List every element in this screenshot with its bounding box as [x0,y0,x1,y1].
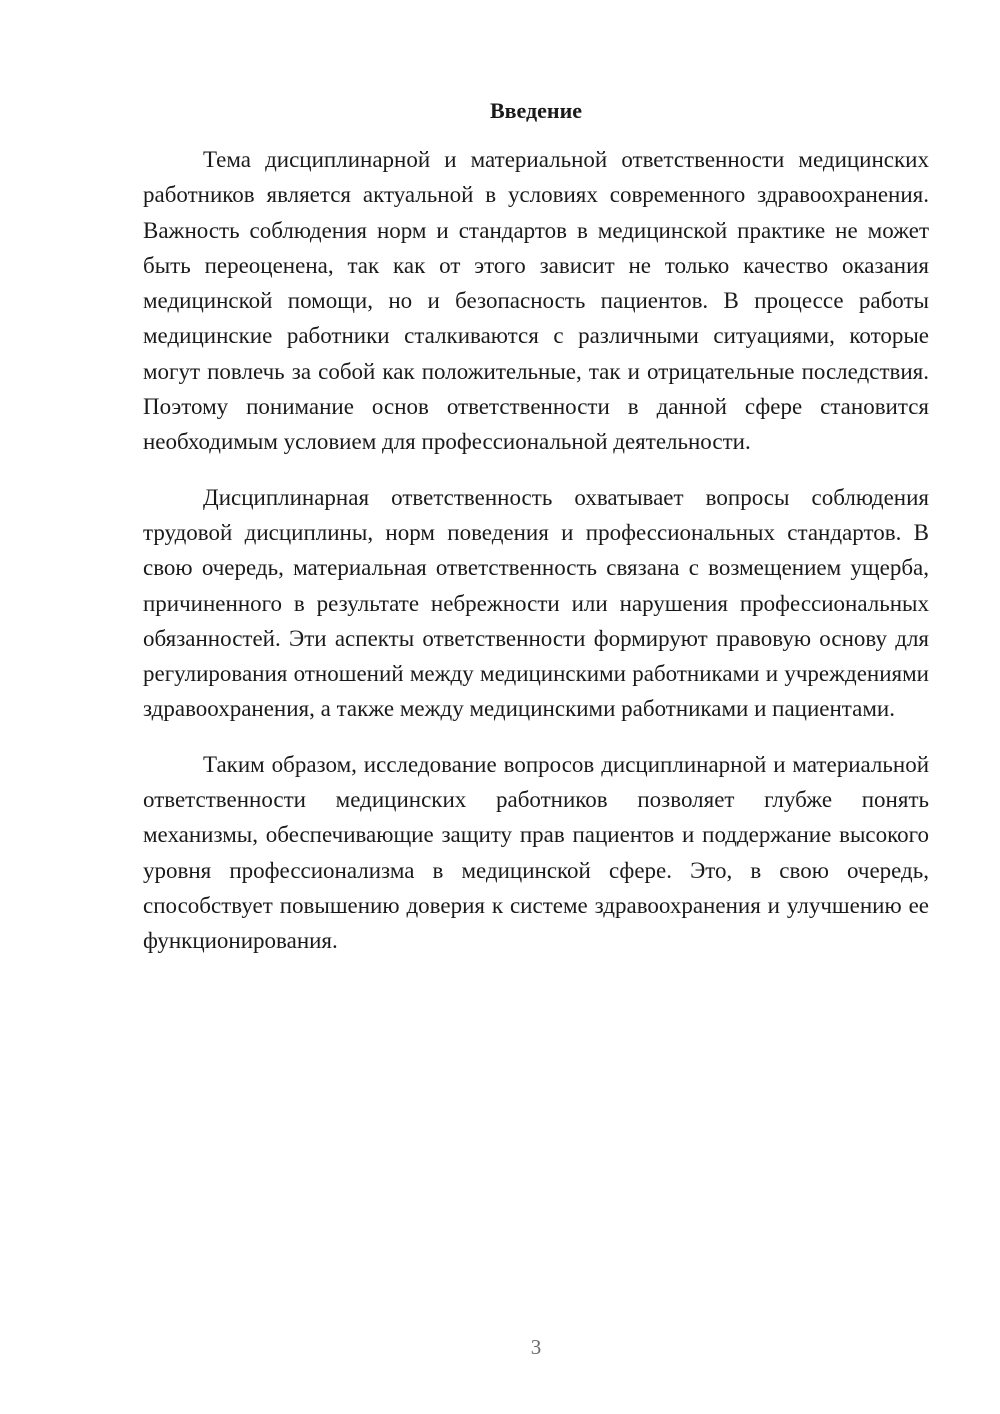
paragraph-2: Дисциплинарная ответственность охватывает вопросы соблюдения трудовой дисциплины, норм поведения и профессиональных стандартов. В свою очередь, материальная ответственность связана с возмещением ущерба, причиненного в результате небрежности или нарушения профессиональных обязанностей. Эти аспекты ответственности формируют правовую основу для регулирования отношений между медицинскими работниками и учреждениями здравоохранения, а также между медицинскими работниками и пациентами. [143,484,929,722]
paragraph-1: Тема дисциплинарной и материальной ответственности медицинских работников является актуальной в условиях современного здравоохранения. Важность соблюдения норм и стандартов в медицинской практике не может быть переоценена, так как от этого зависит не только качество оказания медицинской помощи, но и безопасность пациентов. В процессе работы медицинские работники сталкиваются с различными ситуациями, которые могут повлечь за собой как положительные, так и отрицательные последствия. Поэтому понимание основ ответственности в данной сфере становится необходимым условием для профессиональной деятельности. [143,147,929,455]
section-heading: Введение [489,98,583,123]
body-text [143,142,929,979]
paragraph-3: Таким образом, исследование вопросов дисциплинарной и материальной ответственности медицинских работников позволяет глубже понять механизмы, обеспечивающие защиту прав пациентов и поддержание высокого уровня профессионализма в медицинской сфере. Это, в свою очередь, способствует повышению доверия к системе здравоохранения и улучшению ее функционирования. [143,751,929,954]
page-number: 3 [530,1335,542,1359]
